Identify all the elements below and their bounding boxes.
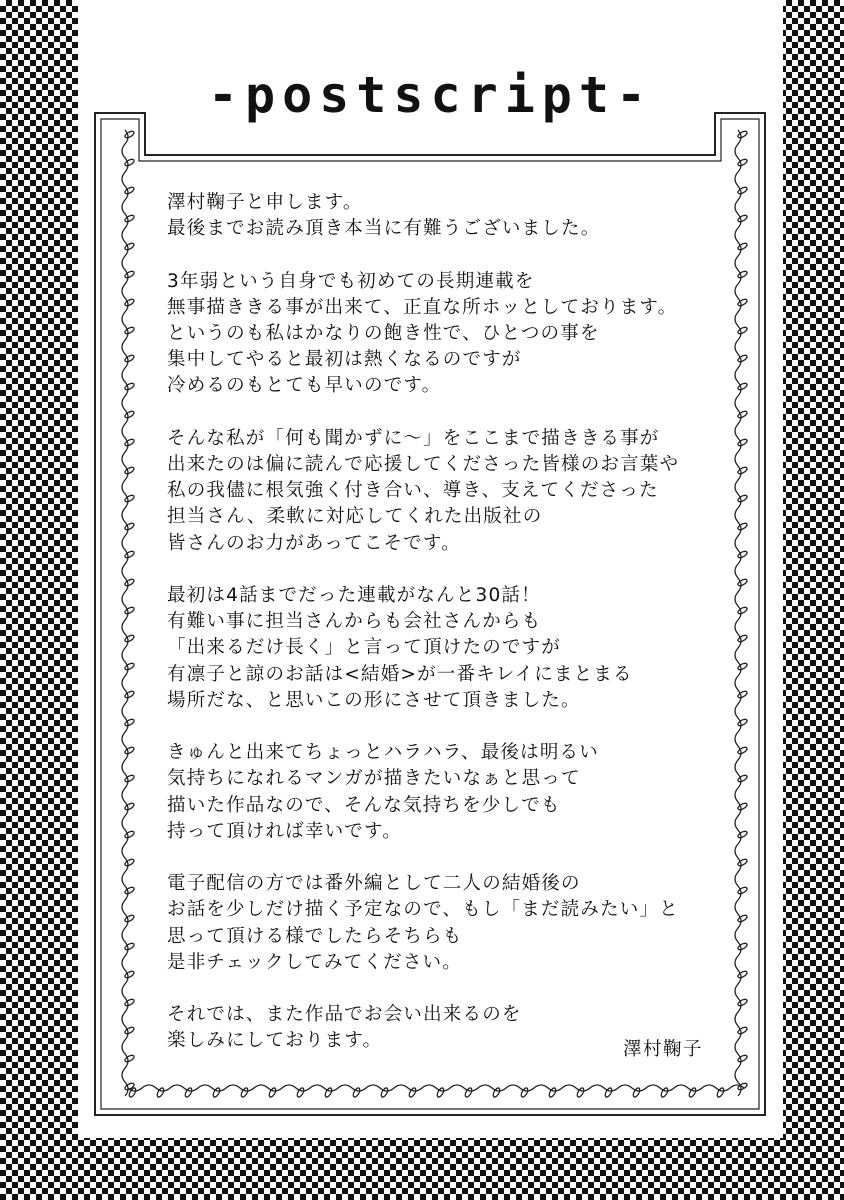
letter-line: 思って頂ける様でしたらそちらも [167, 925, 463, 947]
letter-paragraph [167, 583, 727, 714]
letter-line: 有凛子と諒のお話は<結婚>が一番キレイにまとまる [167, 663, 633, 685]
letter-line: 気持ちになれるマンガが描きたいなぁと思って [167, 768, 581, 790]
letter-line: 最初は4話までだった連載がなんと30話！ [167, 585, 541, 606]
letter-line: そんな私が「何も聞かずに～」をここまで描ききる事が [167, 427, 660, 449]
letter-line: 冷めるのもとても早いのです。 [167, 375, 442, 397]
letter-line: 楽しみにしております。 [167, 1030, 383, 1052]
letter-line: 出来たのは偏に読んで応援してくださった皆様のお言葉や [167, 454, 680, 475]
letter-line: 電子配信の方では番外編として二人の結婚後の [167, 873, 581, 895]
letter-line: お話を少しだけ描く予定なので、もし「まだ読みたい」と [167, 899, 679, 921]
letter-line: 無事描ききる事が出来て、正直な所ホッとしております。 [167, 296, 678, 318]
letter-line: 集中してやると最初は熱くなるのですが [167, 349, 522, 371]
letter-body [167, 190, 727, 1081]
signature: 澤村鞠子 [622, 1039, 703, 1060]
letter-line: 私の我儘に根気強く付き合い、導き、支えてくださった [167, 480, 659, 502]
letter-paragraph [167, 426, 727, 557]
letter-line: 描いた作品なので、そんな気持ちを少しでも [167, 794, 561, 816]
letter-paragraph [167, 740, 727, 845]
letter-line: 最後までお読み頂き本当に有難うございました。 [167, 218, 601, 240]
page-title: -postscript- [207, 66, 654, 124]
letter-paragraph [167, 190, 727, 242]
letter-line: 場所だな、と思いこの形にさせて頂きました。 [167, 689, 581, 711]
letter-paragraph [167, 871, 727, 976]
letter-paragraph [167, 269, 727, 400]
postscript-page [78, 0, 783, 1138]
letter-line: 持って頂ければ幸いです。 [167, 820, 402, 842]
letter-line: 皆さんのお力があってこそです。 [167, 532, 461, 554]
letter-line: 担当さん、柔軟に対応してくれた出版社の [167, 506, 543, 528]
letter-line: 有難い事に担当さんからも会社さんからも [167, 611, 542, 633]
letter-line: 澤村鞠子と申します。 [167, 192, 363, 213]
letter-line: というのも私はかなりの飽き性で、ひとつの事を [167, 323, 600, 344]
letter-line: 3年弱という自身でも初めての長期連載を [167, 270, 535, 292]
letter-line: 是非チェックしてみてください。 [167, 951, 462, 973]
letter-line: きゅんと出来てちょっとハラハラ、最後は明るい [167, 742, 599, 764]
letter-line: それでは、また作品でお会い出来るのを [167, 1004, 522, 1026]
letter-line: 「出来るだけ長く」と言って頂けたのですが [167, 637, 562, 659]
